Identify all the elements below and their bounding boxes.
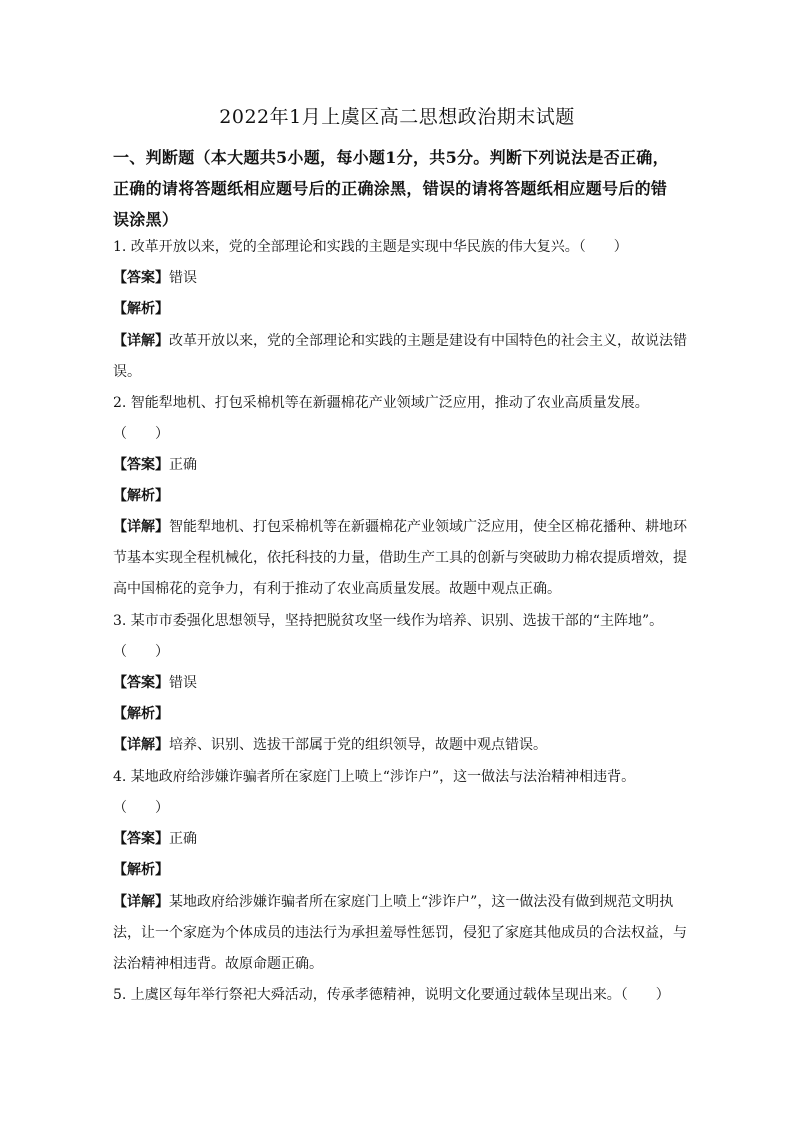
detail-label: 【详解】 — [113, 737, 169, 753]
question-3-analysis — [113, 704, 688, 724]
answer-value: 正确 — [169, 457, 197, 473]
answer-value: 正确 — [169, 831, 197, 847]
answer-label: 【答案】 — [113, 457, 169, 473]
detail-text: 智能犁地机、打包采棉机等在新疆棉花产业领域广泛应用，使全区棉花播种、耕地环节基本实现全程机械化，依托科技的力量，借助生产工具的创新与突破助力棉农提质增效，提高中国棉花的竞争力，有利于推动了农业高质量发展。故题中观点正确。 — [113, 519, 687, 597]
analysis-label: 【解析】 — [113, 301, 169, 317]
question-2-answer — [113, 455, 688, 475]
question-2-detail — [113, 512, 688, 605]
analysis-label: 【解析】 — [113, 706, 169, 722]
question-1-answer — [113, 268, 688, 288]
question-4-analysis — [113, 860, 688, 880]
detail-label: 【详解】 — [113, 894, 169, 910]
question-1-stem: 1. 改革开放以来，党的全部理论和实践的主题是实现中华民族的伟大复兴。（ ） — [113, 239, 628, 255]
answer-label: 【答案】 — [113, 675, 169, 691]
answer-label: 【答案】 — [113, 270, 169, 286]
question-1-detail — [113, 326, 688, 388]
analysis-label: 【解析】 — [113, 488, 169, 504]
detail-label: 【详解】 — [113, 519, 169, 535]
section-heading: 一、判断题（本大题共5小题，每小题1分，共5分。判断下列说法是否正确，正确的请将答题纸相应题号后的正确涂黑，错误的请将答题纸相应题号后的错误涂黑） — [113, 148, 669, 229]
detail-label: 【详解】 — [113, 333, 169, 349]
question-3-answer — [113, 673, 688, 693]
answer-label: 【答案】 — [113, 831, 169, 847]
page-title: 2022年1月上虞区高二思想政治期末试题 — [219, 106, 575, 128]
question-2-blank: （ ） — [113, 426, 169, 442]
question-4-blank: （ ） — [113, 800, 169, 816]
question-4-answer — [113, 829, 688, 849]
question-5-stem: 5. 上虞区每年举行祭祀大舜活动，传承孝德精神，说明文化要通过载体呈现出来。（ ） — [113, 987, 670, 1003]
question-4-detail — [113, 887, 688, 980]
question-2-stem: 2. 智能犁地机、打包采棉机等在新疆棉花产业领域广泛应用，推动了农业高质量发展。 — [113, 395, 649, 411]
question-2-analysis — [113, 486, 688, 506]
detail-text: 某地政府给涉嫌诈骗者所在家庭门上喷上“涉诈户”，这一做法没有做到规范文明执法，让一个家庭为个体成员的违法行为承担羞辱性惩罚，侵犯了家庭其他成员的合法权益，与法治精神相违背。故原命题正确。 — [113, 894, 687, 972]
detail-text: 培养、识别、选拔干部属于党的组织领导，故题中观点错误。 — [169, 737, 547, 753]
question-4-stem: 4. 某地政府给涉嫌诈骗者所在家庭门上喷上“涉诈户”，这一做法与法治精神相违背。 — [113, 769, 636, 785]
detail-text: 改革开放以来，党的全部理论和实践的主题是建设有中国特色的社会主义，故说法错误。 — [113, 333, 687, 380]
question-3-blank: （ ） — [113, 644, 169, 660]
analysis-label: 【解析】 — [113, 862, 169, 878]
question-3-stem: 3. 某市市委强化思想领导，坚持把脱贫攻坚一线作为培养、识别、选拔干部的“主阵地”。 — [113, 613, 664, 629]
question-3-detail — [113, 735, 688, 755]
answer-value: 错误 — [169, 270, 197, 286]
answer-value: 错误 — [169, 675, 197, 691]
question-1-analysis — [113, 299, 688, 319]
